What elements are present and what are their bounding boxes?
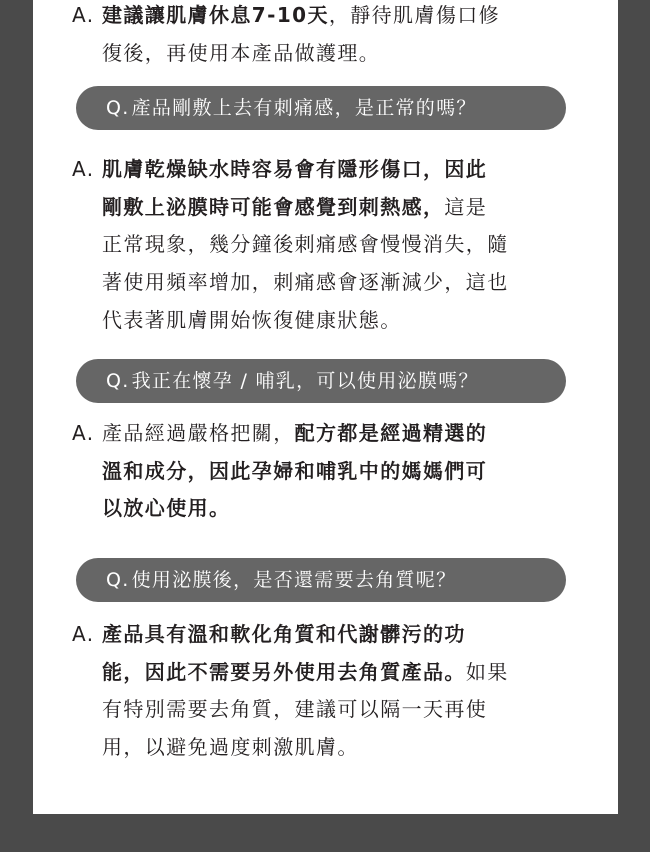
question-pill [76, 359, 566, 403]
answer-line [72, 729, 582, 767]
answer-prefix: A. [72, 157, 95, 181]
answer-block [72, 616, 582, 767]
answer-text: 如果 [465, 659, 509, 684]
answer-text: 用，以避免過度刺激肌膚。 [102, 735, 359, 760]
answer-text-bold: 溫和成分，因此孕婦和哺乳中的媽媽們可 [102, 458, 488, 483]
answer-line [72, 654, 582, 692]
answer-line [72, 415, 582, 453]
answer-line [72, 490, 582, 528]
answer-prefix: A. [72, 3, 95, 27]
answer-text: 復後，再使用本產品做護理。 [102, 40, 381, 65]
question-text: 使用泌膜後，是否還需要去角質呢？ [131, 569, 457, 591]
answer-prefix: A. [72, 622, 95, 646]
answer-block [72, 415, 582, 528]
answer-line [72, 264, 582, 302]
answer-line [72, 453, 582, 491]
answer-line [72, 0, 582, 35]
question-text: 產品剛敷上去有刺痛感，是正常的嗎？ [131, 97, 477, 119]
answer-line [72, 691, 582, 729]
answer-line [72, 302, 582, 340]
question-text: 我正在懷孕 / 哺乳，可以使用泌膜嗎？ [131, 370, 479, 392]
answer-text-bold: 產品具有溫和軟化角質和代謝髒污的功 [102, 622, 466, 646]
answer-text: 正常現象，幾分鐘後刺痛感會慢慢消失，隨 [102, 232, 509, 257]
answer-text-bold: 肌膚乾燥缺水時容易會有隱形傷口，因此 [102, 157, 488, 181]
question-prefix: Q. [106, 370, 130, 392]
question-prefix: Q. [106, 97, 130, 119]
question-pill [76, 86, 566, 130]
answer-prefix: A. [72, 421, 95, 445]
answer-text-bold: 建議讓肌膚休息7-10天 [102, 3, 329, 27]
answer-text: 有特別需要去角質，建議可以隔一天再使 [102, 697, 488, 722]
answer-line [72, 35, 582, 73]
question-prefix: Q. [106, 569, 130, 591]
answer-text: 這是 [444, 194, 488, 219]
answer-text: 代表著肌膚開始恢復健康狀態。 [102, 307, 402, 332]
answer-text-bold: 剛敷上泌膜時可能會感覺到刺熱感， [102, 194, 445, 219]
answer-line [72, 616, 582, 654]
answer-line [72, 189, 582, 227]
answer-text: ，靜待肌膚傷口修 [328, 3, 501, 27]
answer-text: 產品經過嚴格把關， [102, 421, 295, 445]
answer-text-bold: 以放心使用。 [102, 496, 231, 521]
question-pill [76, 558, 566, 602]
answer-line [72, 151, 582, 189]
answer-text: 著使用頻率增加，刺痛感會逐漸減少，這也 [102, 270, 509, 295]
answer-line [72, 226, 582, 264]
answer-block [72, 151, 582, 339]
answer-block [72, 0, 582, 72]
answer-text-bold: 配方都是經過精選的 [294, 421, 488, 445]
answer-text-bold: 能，因此不需要另外使用去角質產品。 [102, 659, 466, 684]
